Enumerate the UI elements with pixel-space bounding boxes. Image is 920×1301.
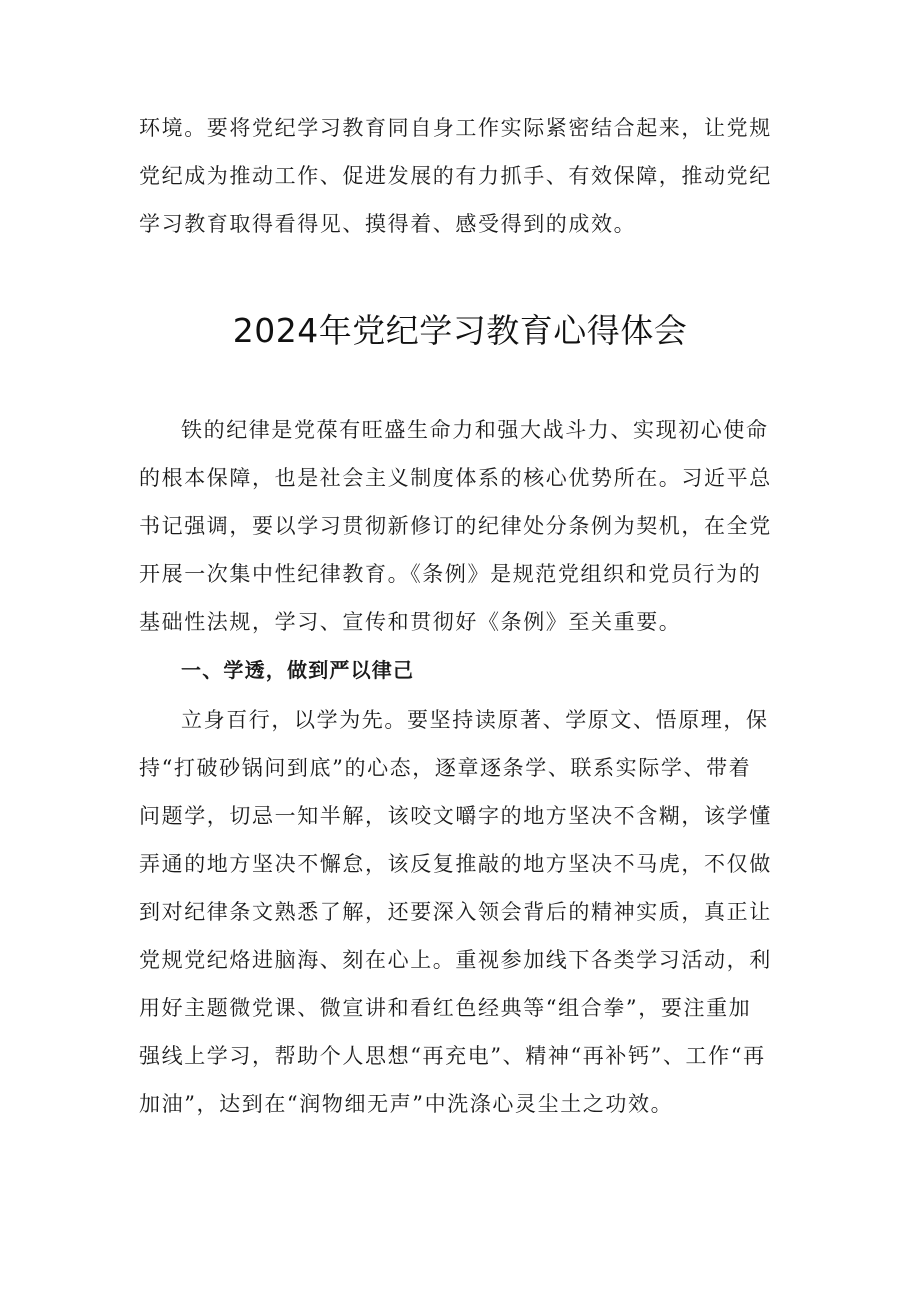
document-title: 2024年党纪学习教育心得体会 <box>232 311 688 350</box>
paragraph-1-line-1: 铁的纪律是党葆有旺盛生命力和强大战斗力、实现初心使命 <box>181 418 769 442</box>
paragraph-1-line-2: 的根本保障，也是社会主义制度体系的核心优势所在。习近平总 <box>139 466 772 490</box>
paragraph-1-line-4: 开展一次集中性纪律教育。《条例》是规范党组织和党员行为的 <box>139 562 762 586</box>
section-1-line-2: 持“打破砂锅问到底”的心态，逐章逐条学、联系实际学、带着 <box>139 756 752 780</box>
paragraph-1-line-3: 书记强调，要以学习贯彻新修订的纪律处分条例为契机，在全党 <box>139 514 772 538</box>
section-1-line-3: 问题学，切忌一知半解，该咬文嚼字的地方坚决不含糊，该学懂 <box>139 804 772 828</box>
intro-line-3: 学习教育取得看得见、摸得着、感受得到的成效。 <box>139 212 637 236</box>
paragraph-1-line-5: 基础性法规，学习、宣传和贯彻好《条例》至关重要。 <box>139 610 682 634</box>
section-1-line-7: 用好主题微党课、微宣讲和看红色经典等“组合拳”，要注重加 <box>139 996 752 1020</box>
section-1-line-1: 立身百行，以学为先。要坚持读原著、学原文、悟原理，保 <box>181 708 769 732</box>
section-1-line-6: 党规党纪烙进脑海、刻在心上。重视参加线下各类学习活动，利 <box>139 948 772 972</box>
section-1-line-8: 强线上学习，帮助个人思想“再充电”、精神“再补钙”、工作“再 <box>139 1044 766 1068</box>
section-1-line-9: 加油”，达到在“润物细无声”中洗涤心灵尘土之功效。 <box>139 1092 674 1116</box>
section-1-line-4: 弄通的地方坚决不懈怠，该反复推敲的地方坚决不马虎，不仅做 <box>139 852 772 876</box>
section-1-heading: 一、学透，做到严以律己 <box>181 658 415 682</box>
intro-line-1: 环境。要将党纪学习教育同自身工作实际紧密结合起来，让党规 <box>139 116 772 140</box>
intro-line-2: 党纪成为推动工作、促进发展的有力抓手、有效保障，推动党纪 <box>139 164 772 188</box>
section-1-line-5: 到对纪律条文熟悉了解，还要深入领会背后的精神实质，真正让 <box>139 900 772 924</box>
